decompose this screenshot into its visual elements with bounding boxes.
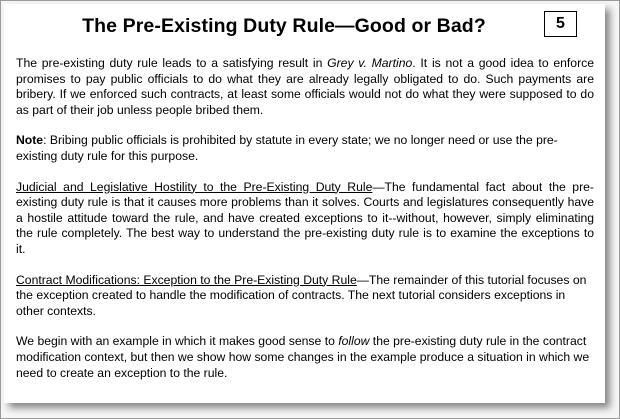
note-text: : Bribing public officials is prohibited by statute in every state; we no longer need or use the pre-existing duty rule for this purpose. (16, 133, 558, 163)
paragraph-intro (16, 56, 594, 118)
slide-body (16, 56, 594, 396)
example-text-start: We begin with an example in which it makes good sense to (16, 334, 339, 349)
intro-text-end: . It is not a good idea to enforce promises to pay public officials to do what they are already legally obligated to do. Such payments are bribery. If we enforced such contracts, at least some officials would not do what they were supposed to do as part of their job unless people bribed them. (16, 56, 595, 117)
paragraph-hostility (16, 180, 594, 258)
paragraph-example (16, 334, 594, 381)
slide-title: The Pre-Existing Duty Rule—Good or Bad? (82, 15, 486, 37)
example-text-end: the pre-existing duty rule in the contract modification context, but then we show how some changes in the example produce a situation in which we need to create an exception to the rule. (16, 334, 590, 380)
note-label: Note (16, 133, 44, 148)
intro-text-start: The pre-existing duty rule leads to a satisfying result in (16, 56, 328, 70)
slide-page (4, 4, 605, 403)
modifications-heading: Contract Modifications: Exception to the Pre-Existing Duty Rule (16, 272, 357, 287)
hostility-heading: Judicial and Legislative Hostility to the Pre-Existing Duty Rule (16, 179, 373, 194)
follow-emphasis: follow (338, 334, 370, 349)
case-name: Grey v. Martino (327, 56, 413, 70)
hostility-text: —The fundamental fact about the pre-existing duty rule is that it causes more problems than it solves. Courts and legislatures consequently have a hostile attitude toward the rule, and have created exceptions to it--without, however, simply eliminating the rule completely. The best way to understand the pre-existing duty rule is to examine the exceptions to it. (16, 179, 594, 256)
page-number-badge: 5 (544, 11, 577, 37)
modifications-text: —The remainder of this tutorial focuses on the exception created to handle the modification of contracts. The next tutorial considers exceptions in other contexts. (16, 272, 587, 318)
paragraph-modifications (16, 273, 594, 320)
paragraph-note (16, 133, 594, 164)
